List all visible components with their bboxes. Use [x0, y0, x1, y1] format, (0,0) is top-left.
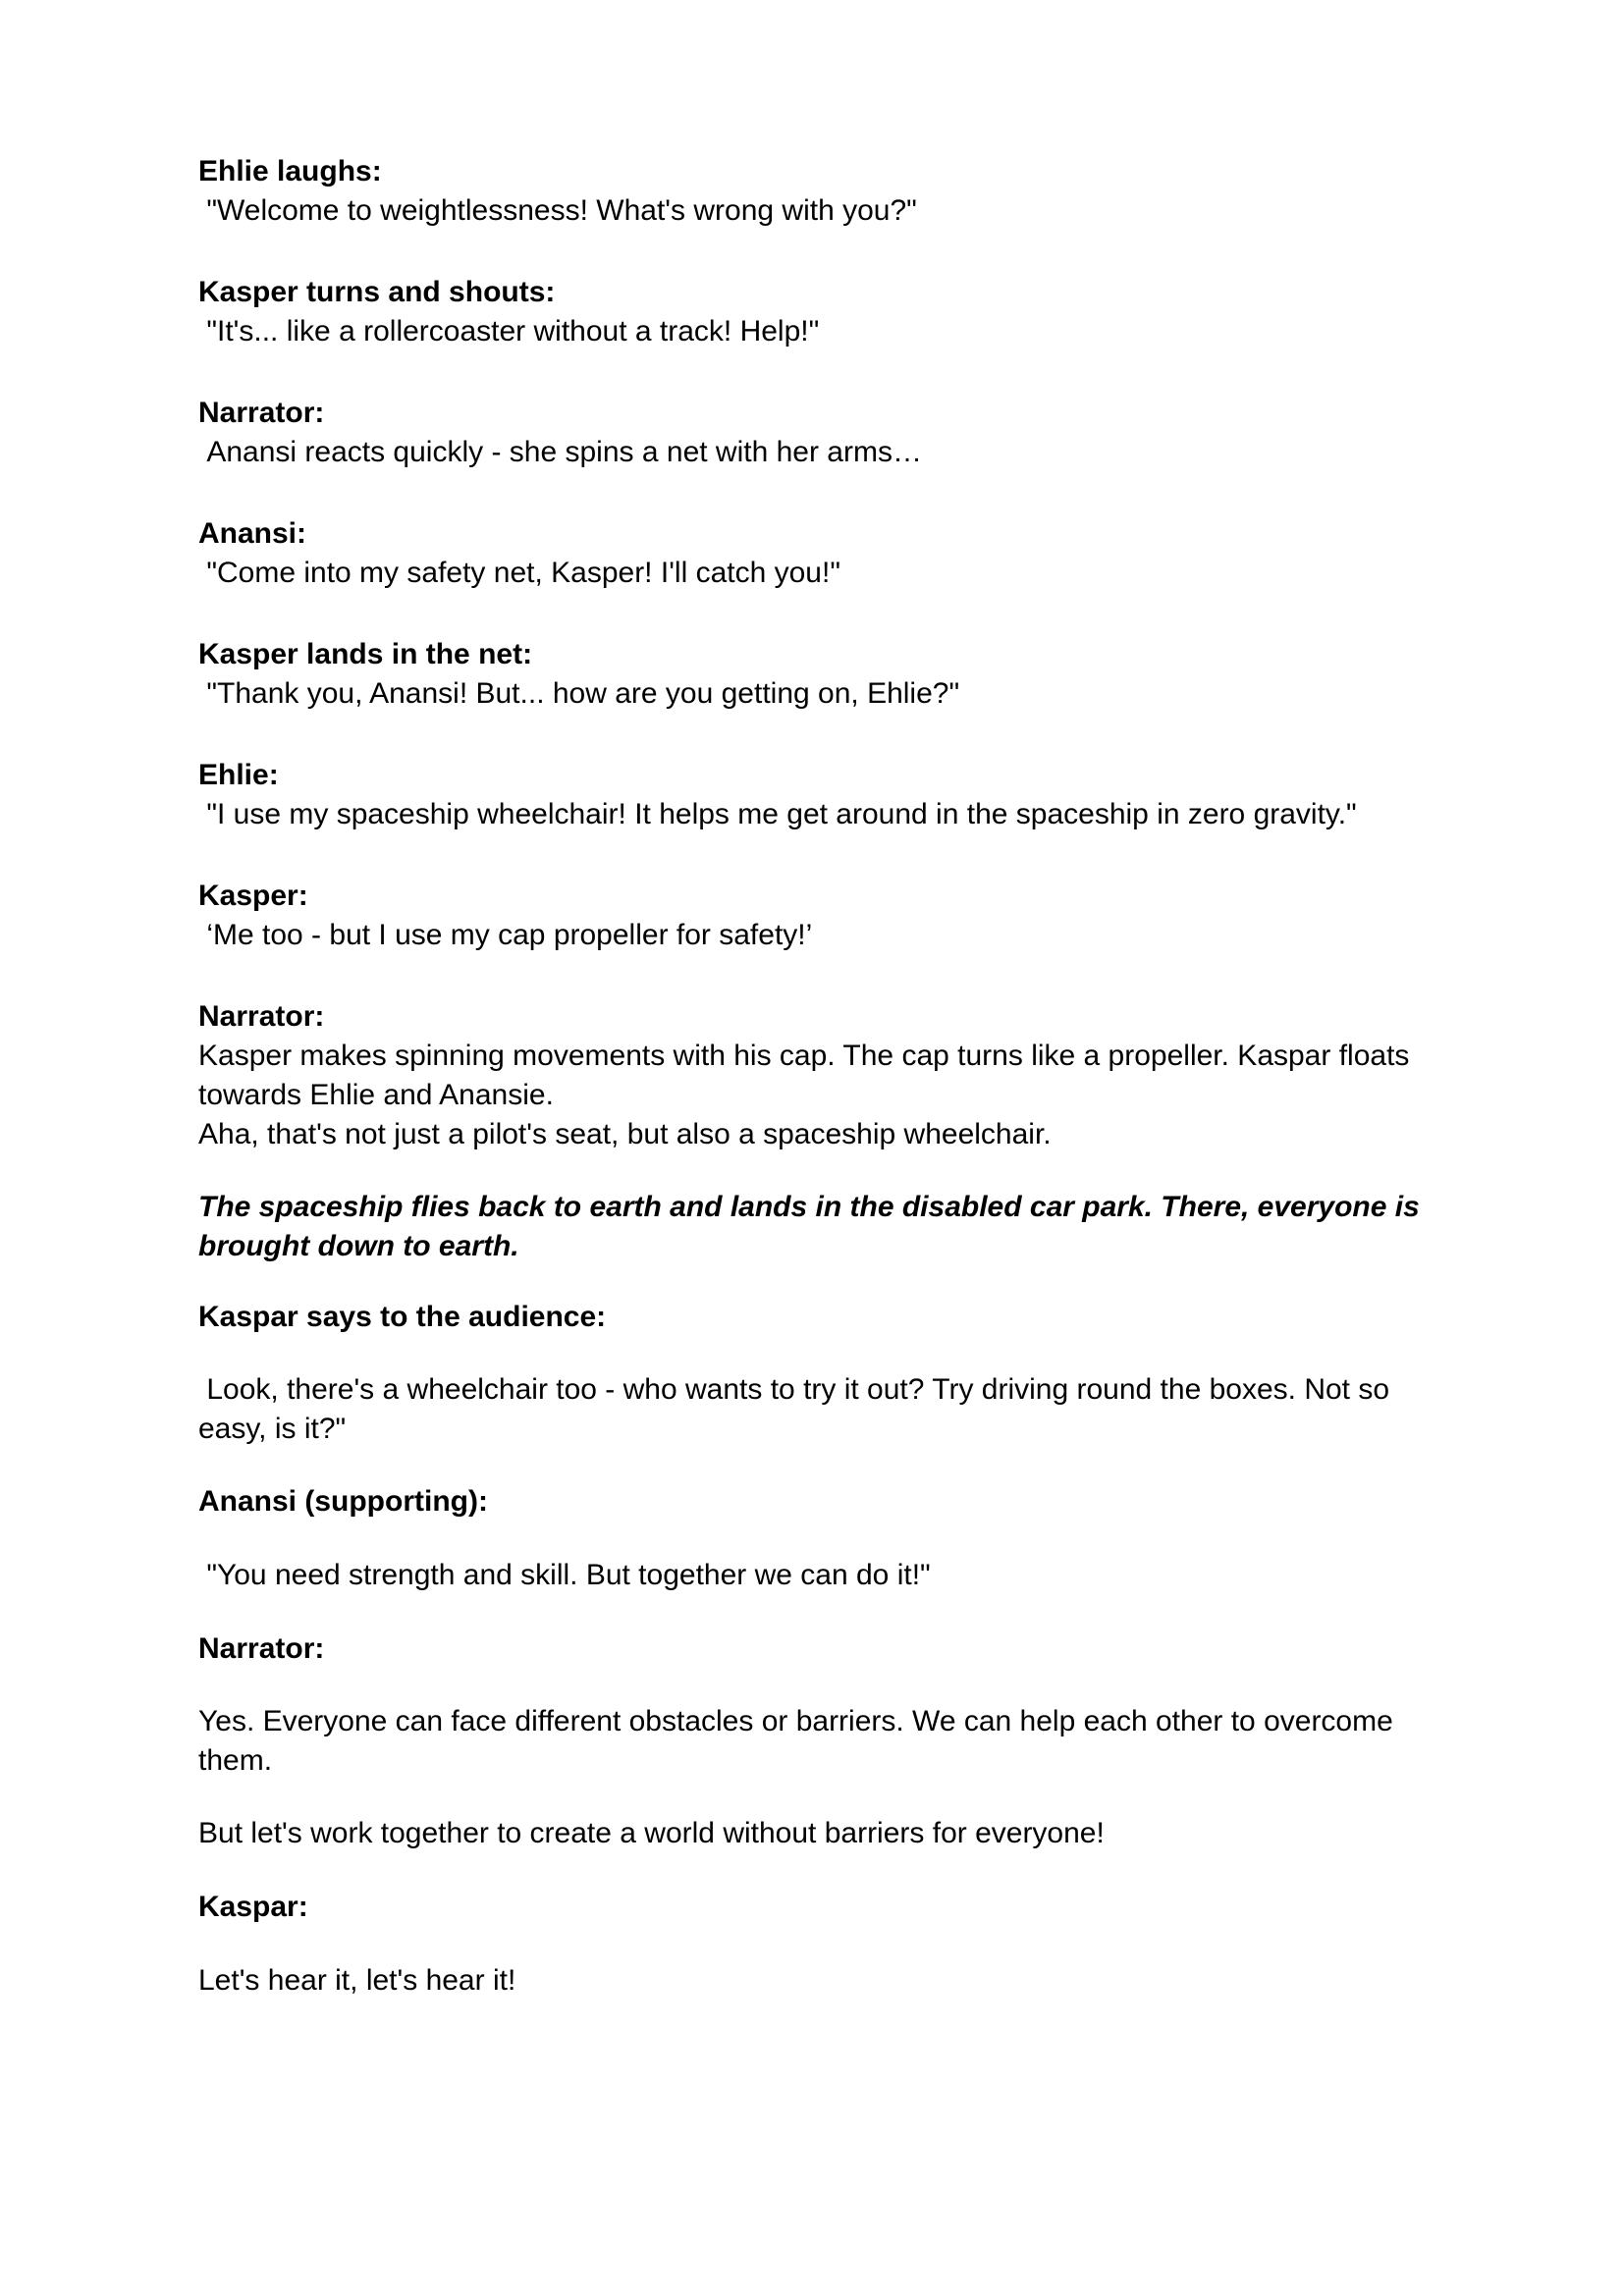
- speaker-label: Narrator:: [198, 397, 325, 429]
- speaker-label: Anansi:: [198, 517, 307, 550]
- speaker-label: Narrator:: [198, 1632, 325, 1665]
- speaker-label: Narrator:: [198, 1000, 325, 1033]
- narration-text: But let's work together to create a world without barriers for everyone!: [198, 1817, 1105, 1849]
- dialogue-line: ‘Me too - but I use my cap propeller for safety!’: [198, 919, 813, 951]
- dialogue-line: "Thank you, Anansi! But... how are you getting on, Ehlie?": [198, 677, 960, 710]
- dialogue-line: "Come into my safety net, Kasper! I'll catch you!": [198, 557, 840, 589]
- speaker-label: Kasper lands in the net:: [198, 638, 533, 670]
- stage-direction: The spaceship flies back to earth and lands in the disabled car park. There, everyone is brought down to earth.: [198, 1191, 1429, 1262]
- narration-text: Yes. Everyone can face different obstacles or barriers. We can help each other to overcome them.: [198, 1705, 1402, 1777]
- dialogue-line: "It's... like a rollercoaster without a track! Help!": [198, 315, 820, 347]
- speaker-label: Ehlie laughs:: [198, 155, 382, 187]
- dialogue-line: "You need strength and skill. But together we can do it!": [198, 1559, 931, 1591]
- speaker-label: Ehlie:: [198, 759, 279, 791]
- dialogue-line: Look, there's a wheelchair too - who wants to try it out? Try driving round the boxes. Not so easy, is it?": [198, 1373, 1398, 1445]
- dialogue-line: Anansi reacts quickly - she spins a net with her arms…: [198, 436, 922, 468]
- speaker-label: Kaspar says to the audience:: [198, 1301, 607, 1333]
- speaker-label: Kasper turns and shouts:: [198, 276, 556, 308]
- speaker-label: Anansi (supporting):: [198, 1485, 488, 1518]
- speaker-label: Kasper:: [198, 880, 308, 912]
- dialogue-line: "I use my spaceship wheelchair! It helps me get around in the spaceship in zero gravity.": [198, 798, 1357, 830]
- dialogue-line: "Welcome to weightlessness! What's wrong with you?": [198, 194, 917, 227]
- narration-text: Kasper makes spinning movements with his cap. The cap turns like a propeller. Kaspar floats towards Ehlie and Anansie. Aha, that's not just a pilot's seat, but also a spaceship wheelchair.: [198, 1040, 1410, 1150]
- speaker-label: Kaspar:: [198, 1891, 308, 1923]
- dialogue-line: Let's hear it, let's hear it!: [198, 1964, 516, 1997]
